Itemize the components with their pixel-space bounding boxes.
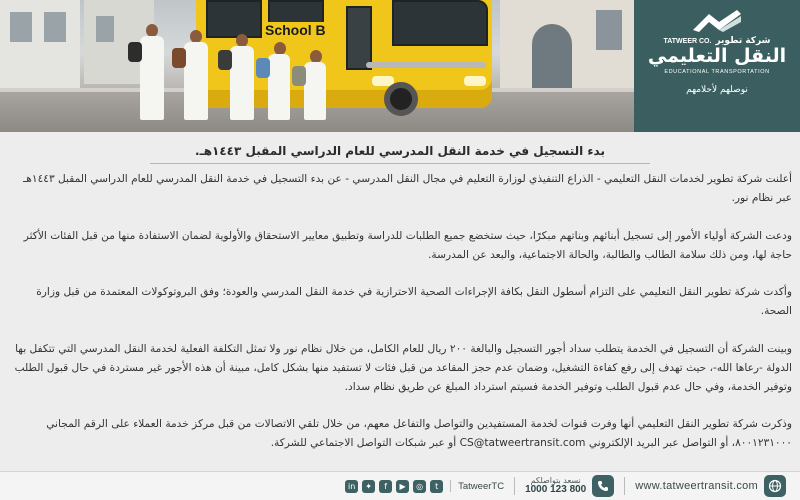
title-divider [150,163,650,164]
article-title-bar [0,140,800,160]
header-banner [0,0,800,132]
student-figure [230,34,254,120]
paragraph-1: أعلنت شركة تطوير لخدمات النقل التعليمي - الذراع التنفيذي لوزارة التعليم في مجال النقل المدرسي - عن بدء التسجيل في خدمة النقل المدرسي للعام الدراسي المقبل ١٤٤٣هـ عبر نظام نور. [23,173,792,204]
footer [0,471,800,500]
student-figure [140,24,166,120]
twitter-icon[interactable]: t [430,480,443,493]
paragraph-4: وبينت الشركة أن التسجيل في الخدمة يتطلب سداد أجور التسجيل والبالغة ٢٠٠ ريال للعام الكامل، من خلال نظام نور ولا تمثل التكلفة الفعلية لخدمة النقل المدرسي التي تتكفل بها الدولة -رعاها الله-، حيث تهدف إلى رفع كفاءة التشغيل، وضمان عدم حجز المقاعد من قبل فئات لا تستفيد منها بشكل كامل، مبينة أن هذه الأجور غير مستردة في حال قبول الطلب وتوفير الخدمة، وفي حال عدم قبول الطلب وتوفير الخدمة فسيتم استرداد المبلغ عن طريق نظام سداد. [14,342,792,393]
bus-sign-text: School B [262,22,329,38]
student-figure [184,30,210,120]
student-figure [268,42,290,120]
brand-slogan: نوصلهم لأحلامهم [686,84,748,95]
phone-label: نسعد بتواصلكم [530,475,581,485]
article-title: بدء التسجيل في خدمة النقل المدرسي للعام الدراسي المقبل ١٤٤٣هـ. [195,144,605,158]
footer-divider [514,477,515,495]
brand-panel [634,0,800,132]
snapchat-icon[interactable]: ✦ [362,480,375,493]
paragraph-3: وأكدت شركة تطوير النقل التعليمي على التزام أسطول النقل بكافة الإجراءات الصحية الاحترازية في خدمة النقل المدرسي والعودة؛ وفق البروتوكولات المعتمدة من قبل وزارة الصحة. [36,286,792,317]
phone-contact[interactable] [525,475,614,497]
paragraph-2: ودعت الشركة أولياء الأمور إلى تسجيل أبنائهم وبناتهم مبكرًا، حيث ستخضع جميع الطلبات للدراسة وتطبيق معايير الاستحقاق والأولوية لضمان الاستفادة منها من قبل الفئات الأكثر حاجة لها، ومن ذلك سلامة الطالب والطالبة، والحالة الاجتماعية، والبعد عن المدرسة. [23,229,792,261]
student-figure [304,50,326,120]
social-links [345,480,504,493]
website-url: www.tatweertransit.com [635,480,758,492]
instagram-icon[interactable]: ◎ [413,480,426,493]
brand-short-en: TATWEER CO. [663,37,712,45]
globe-icon [764,475,786,497]
brand-name-ar: النقل التعليمي [647,45,787,67]
footer-divider [624,477,625,495]
phone-icon [592,475,614,497]
phone-number: 800 123 1000 [525,483,587,495]
brand-name-en: EDUCATIONAL TRANSPORTATION [664,68,770,75]
logo-icon [689,8,745,34]
youtube-icon[interactable]: ▶ [396,480,409,493]
social-handle: TatweerTC [458,480,505,492]
linkedin-icon[interactable]: in [345,480,358,493]
header-photo [0,0,634,132]
brand-short-ar: شركة تطوير [715,36,771,46]
website-link[interactable] [635,475,786,497]
facebook-icon[interactable]: f [379,480,392,493]
paragraph-5: وذكرت شركة تطوير النقل التعليمي أنها وفرت قنوات لخدمة المستفيدين والتواصل والتفاعل معهم، من خلال تلقي الاتصالات من قبل مركز خدمة العملاء على الرقم المجاني ٨٠٠١٢٣١٠٠٠، أو التواصل عبر البريد الإلكتروني CS@tatweertransit.com أو عبر شبكات التواصل الاجتماعي للشركة. [46,418,792,449]
article-body [10,170,792,472]
